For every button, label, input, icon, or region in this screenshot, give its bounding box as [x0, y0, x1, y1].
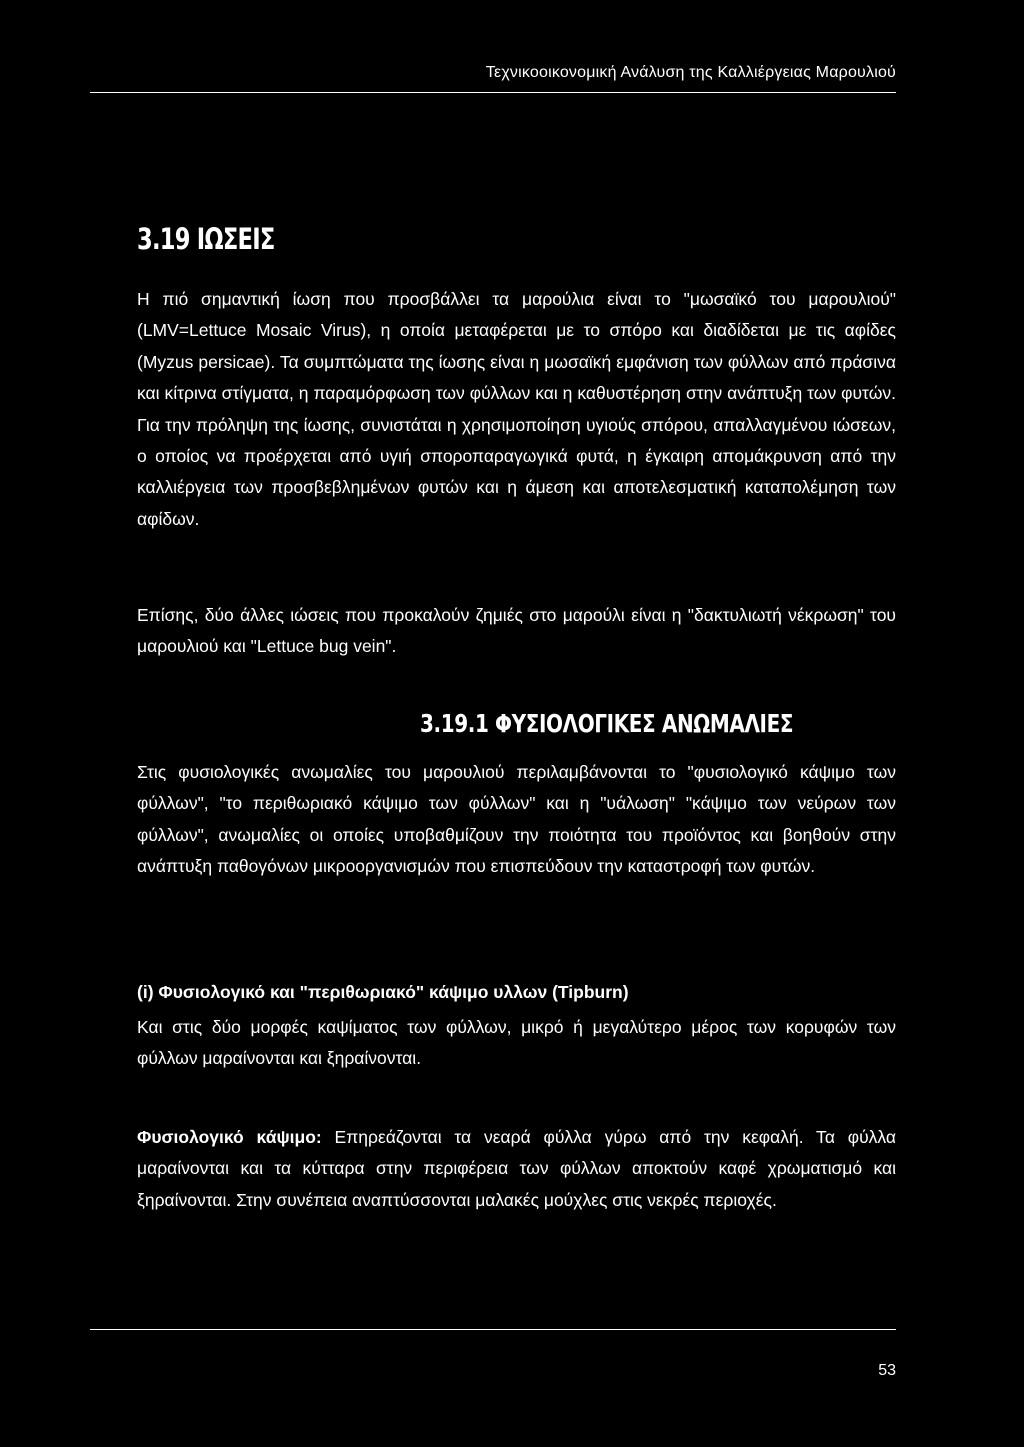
subsection-title: 3.19.1 ΦΥΣΙΟΛΟΓΙΚΕΣ ΑΝΩΜΑΛΙΕΣ: [420, 709, 794, 738]
running-header: Τεχνικοοικονομική Ανάλυση της Καλλιέργειας Μαρουλιού: [485, 64, 896, 81]
paragraph-tipburn-forms: Και στις δύο μορφές καψίματος των φύλλων, μικρό ή μεγαλύτερο μέρος των κορυφών των φύλλων μαραίνονται και ξηραίνονται.: [137, 1017, 896, 1069]
paragraph-viruses: Η πιό σημαντική ίωση που προσβάλλει τα μαρούλια είναι το "μωσαϊκό του μαρουλιού" (LMV=Lettuce Mosaic Virus), η οποία μεταφέρεται με το σπόρο και διαδίδεται με τις αφίδες (Myzus persicae). Τα συμπτώματα της ίωσης είναι η μωσαϊκή εμφάνιση των φύλλων από πράσινα και κίτρινα στίγματα, η παραμόρφωση των φύλλων και η καθυστέρηση στην ανάπτυξη των φυτών. Για την πρόληψη της ίωσης, συνιστάται η χρησιμοποίηση υγιούς σπόρου, απαλλαγμένου ιώσεων, ο οποίος να προέρχεται από υγιή σποροπαραγωγικά φυτά, η έγκαιρη απομάκρυνση από την καλλιέργεια των προσβεβλημένων φυτών και η άμεση και αποτελεσματική καταπολέμηση των αφίδων.: [137, 289, 896, 529]
paragraph-physiological-disorders: Στις φυσιολογικές ανωμαλίες του μαρουλιού περιλαμβάνονται το "φυσιολογικό κάψιμο των φύλλων", "το περιθωριακό κάψιμο των φύλλων" και η "υάλωση" "κάψιμο των νεύρων των φύλλων", ανωμαλίες οι οποίες υποβαθμίζουν την ποιότητα του προϊόντος και βοηθούν στην ανάπτυξη παθογόνων μικροοργανισμών που επισπεύδουν την καταστροφή των φυτών.: [137, 762, 896, 877]
footer-rule: [90, 1329, 896, 1330]
physiological-burn-lead: Φυσιολογικό κάψιμο:: [137, 1127, 322, 1147]
paragraph-other-viruses: Επίσης, δύο άλλες ιώσεις που προκαλούν ζημιές στο μαρούλι είναι η "δακτυλιωτή νέκρωση" του μαρουλιού και "Lettuce bug vein".: [137, 605, 896, 657]
paragraph-physiological-burn: [137, 1122, 896, 1216]
physiological-burn-text: Επηρεάζονται τα νεαρά φύλλα γύρω από την κεφαλή. Τα φύλλα μαραίνονται και τα κύτταρα στην περιφέρεια των φύλλων αποκτούν καφέ χρωματισμό και ξηραίνονται. Στην συνέπεια αναπτύσσονται μαλακές μούχλες στις νεκρές περιοχές.: [137, 1127, 897, 1210]
page-number: 53: [878, 1362, 896, 1379]
tipburn-heading: (i) Φυσιολογικό και "περιθωριακό" κάψιμο υλλων (Tipburn): [137, 982, 629, 1002]
header-rule: [90, 92, 896, 93]
section-title: 3.19 ΙΩΣΕΙΣ: [137, 222, 275, 256]
